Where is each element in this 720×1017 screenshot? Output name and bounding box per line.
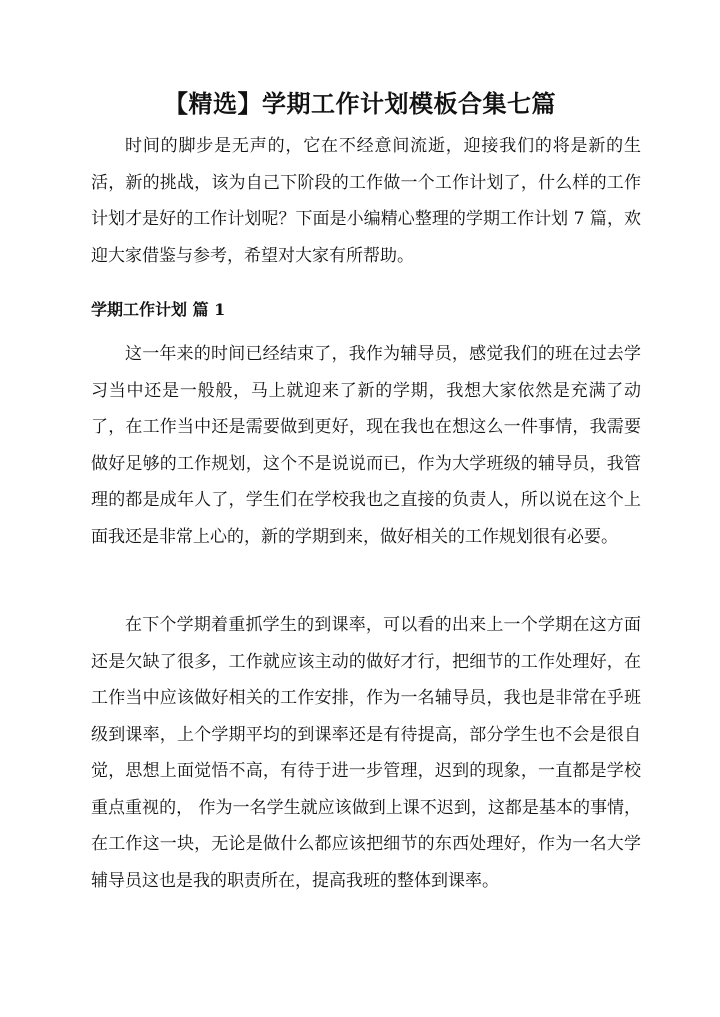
document-title: 【精选】学期工作计划模板合集七篇 [164,89,556,118]
section-heading: 学期工作计划 篇 1 [91,300,226,319]
body-paragraph-2: 在下个学期着重抓学生的到课率，可以看的出来上一个学期在这方面还是欠缺了很多，工作就应该主动的做好才行，把细节的工作处理好，在工作当中应该做好相关的工作安排，作为一名辅导员，我也是非常在乎班级到课率，上个学期平均的到课率还是有待提高，部分学生也不会是很自觉，思想上面觉悟不高，有待于进一步管理，迟到的现象，一直都是学校重点重视的， 作为一名学生就应该做到上课不迟到，这都是基本的事情，在工作这一块，无论是做什么都应该把细节的东西处理好，作为一名大学辅导员这也是我的职责所在，提高我班的整体到课率。 [91,615,641,891]
intro-paragraph: 时间的脚步是无声的，它在不经意间流逝，迎接我们的将是新的生活，新的挑战，该为自己下阶段的工作做一个工作计划了，什么样的工作计划才是好的工作计划呢？下面是小编精心整理的学期工作计划 7 篇，欢迎大家借鉴与参考，希望对大家有所帮助。 [91,136,641,266]
body-paragraph-1: 这一年来的时间已经结束了，我作为辅导员，感觉我们的班在过去学习当中还是一般般，马上就迎来了新的学期，我想大家依然是充满了动了，在工作当中还是需要做到更好，现在我也在想这么一件事情，我需要做好足够的工作规划，这个不是说说而已，作为大学班级的辅导员，我管理的都是成年人了，学生们在学校我也之直接的负责人，所以说在这个上面我还是非常上心的，新的学期到来，做好相关的工作规划很有必要。 [91,344,641,547]
